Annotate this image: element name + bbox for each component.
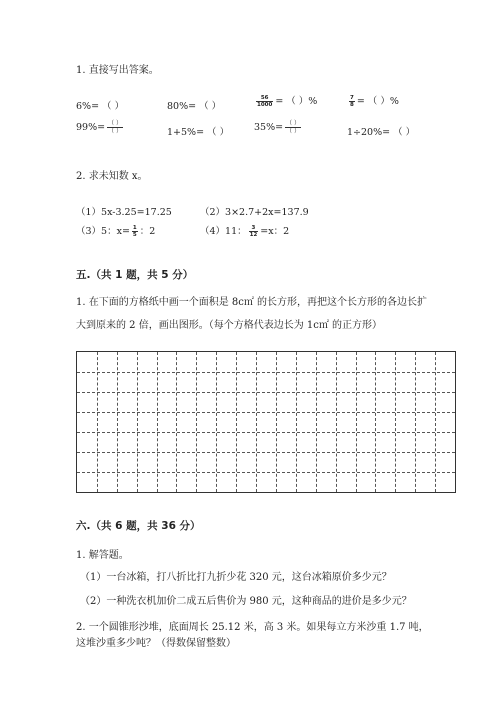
grid-horizontal-line bbox=[77, 372, 455, 373]
section-6-question-2-line-1: 2. 一个圆锥形沙堆，底面周长 25.12 米，高 3 米。如果每立方米沙重 1.7 吨， bbox=[76, 622, 429, 633]
q1-item-6: 1+5%= （ ） bbox=[167, 127, 230, 138]
fraction: $\frac{1}{5}$ bbox=[132, 225, 137, 238]
section-6-heading: 六.（共 6 题，共 36 分） bbox=[76, 520, 201, 532]
grid-vertical-line bbox=[137, 352, 138, 492]
fraction: $\frac{3}{12}$ bbox=[249, 225, 258, 238]
grid-vertical-line bbox=[435, 352, 436, 492]
q1-item-4: $\frac{7}{8}$ = （ ）% bbox=[350, 95, 399, 108]
q2-problem-4: （4）11： $\frac{3}{12}$ =x：2 bbox=[200, 225, 290, 238]
fraction: $\frac{( )}{( )}$ bbox=[108, 120, 122, 135]
grid-vertical-line bbox=[375, 352, 376, 492]
section-6-question-1-part-1: （1）一台冰箱，打八折比打九折少花 320 元，这台冰箱原价多少元？ bbox=[80, 572, 392, 583]
grid-vertical-line bbox=[316, 352, 317, 492]
q2-problem-2: （2）3×2.7+2x=137.9 bbox=[200, 207, 309, 218]
section-5-question-line-2: 大到原来的 2 倍，画出图形。（每个方格代表边长为 1c㎡ 的正方形） bbox=[76, 320, 383, 331]
q1-title: 1. 直接写出答案。 bbox=[76, 65, 159, 76]
section-6-question-1-part-2: （2）一种洗衣机加价二成五后售价为 980 元，这种商品的进价是多少元？ bbox=[80, 596, 412, 607]
grid-vertical-line bbox=[236, 352, 237, 492]
grid-vertical-line bbox=[336, 352, 337, 492]
q1-item-7: 35%= $\frac{( )}{( )}$ bbox=[254, 120, 300, 135]
grid-vertical-line bbox=[196, 352, 197, 492]
section-6-question-1-title: 1. 解答题。 bbox=[76, 550, 129, 561]
fraction: $\frac{7}{8}$ bbox=[350, 95, 354, 108]
grid-vertical-line bbox=[276, 352, 277, 492]
grid-horizontal-line bbox=[77, 432, 455, 433]
q1-item-8: 1÷20%= （ ） bbox=[347, 127, 416, 138]
section-5-question-line-1: 1. 在下面的方格纸中画一个面积是 8c㎡ 的长方形，再把这个长方形的各边长扩 bbox=[76, 297, 428, 308]
grid-vertical-line bbox=[216, 352, 217, 492]
q1-item-1: 6%= （ ） bbox=[76, 101, 125, 112]
grid-vertical-line bbox=[157, 352, 158, 492]
grid-vertical-line bbox=[97, 352, 98, 492]
grid-horizontal-line bbox=[77, 412, 455, 413]
grid-vertical-line bbox=[296, 352, 297, 492]
grid-vertical-line bbox=[176, 352, 177, 492]
grid-vertical-line bbox=[395, 352, 396, 492]
grid-horizontal-line bbox=[77, 472, 455, 473]
q2-problem-3: （3）5：x= $\frac{1}{5}$ ：2 bbox=[76, 225, 156, 238]
grid-paper[interactable] bbox=[76, 351, 456, 493]
q1-item-2: 80%= （ ） bbox=[167, 101, 222, 112]
section-5-heading: 五.（共 1 题，共 5 分） bbox=[76, 269, 194, 281]
section-6-question-2-line-2: 这堆沙重多少吨？（得数保留整数） bbox=[76, 638, 236, 649]
grid-horizontal-line bbox=[77, 452, 455, 453]
q2-problem-1: （1）5x-3.25=17.25 bbox=[76, 207, 172, 218]
q1-item-3: $\frac{56}{1000}$ = （ ）% bbox=[257, 95, 318, 108]
q1-item-5: 99%= $\frac{( )}{( )}$ bbox=[76, 120, 122, 135]
fraction: $\frac{( )}{( )}$ bbox=[286, 120, 300, 135]
grid-vertical-line bbox=[117, 352, 118, 492]
grid-horizontal-line bbox=[77, 392, 455, 393]
grid-vertical-line bbox=[356, 352, 357, 492]
fraction: $\frac{56}{1000}$ bbox=[257, 95, 273, 108]
q2-title: 2. 求未知数 x。 bbox=[76, 171, 148, 182]
grid-vertical-line bbox=[415, 352, 416, 492]
grid-vertical-line bbox=[256, 352, 257, 492]
